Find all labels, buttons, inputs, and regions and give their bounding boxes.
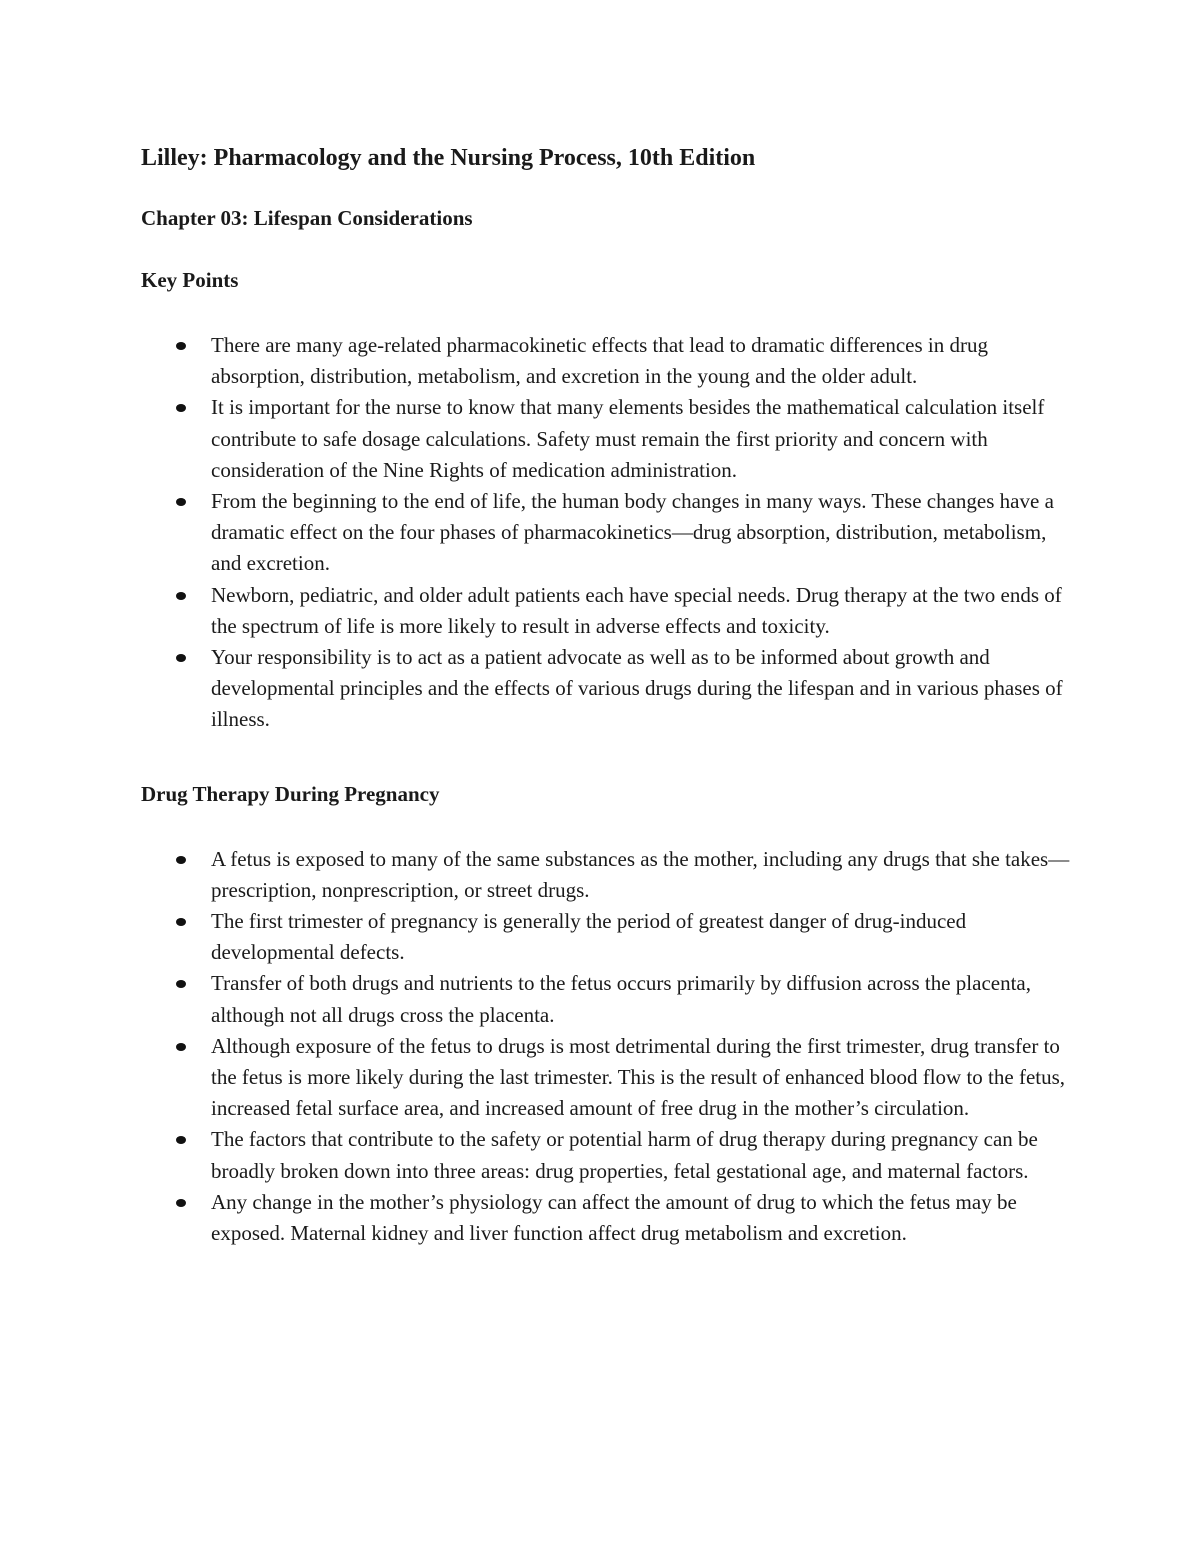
bullet-icon [176, 654, 186, 662]
list-item [141, 844, 1071, 906]
section-heading-pregnancy: Drug Therapy During Pregnancy [141, 781, 440, 806]
bullet-icon [176, 1043, 186, 1051]
bullet-icon [176, 1136, 186, 1144]
list-item [141, 330, 1071, 392]
bullet-icon [176, 342, 186, 350]
list-item-text: Newborn, pediatric, and older adult patients each have special needs. Drug therapy at the two ends of the spectrum of life is more likely to result in adverse effects and toxicity. [211, 582, 1062, 638]
bullet-icon [176, 856, 186, 864]
list-item-text: Although exposure of the fetus to drugs is most detrimental during the first trimester, drug transfer to the fetus is more likely during the last trimester. This is the result of enhanced blood flow to the fetus, increased fetal surface area, and increased amount of free drug in the mother’s circulation. [211, 1033, 1066, 1121]
chapter-title: Chapter 03: Lifespan Considerations [141, 206, 473, 230]
document-content [141, 138, 1071, 1249]
list-item [141, 1187, 1071, 1249]
bullet-icon [176, 592, 186, 600]
list-item-text: Transfer of both drugs and nutrients to the fetus occurs primarily by diffusion across the placenta, although not all drugs cross the placenta. [211, 971, 1031, 1027]
document-title: Lilley: Pharmacology and the Nursing Process, 10th Edition [141, 145, 756, 171]
list-item [141, 968, 1071, 1030]
list-item [141, 580, 1071, 642]
list-item-text: The factors that contribute to the safety or potential harm of drug therapy during pregnancy can be broadly broken down into three areas: drug properties, fetal gestational age, and maternal factors. [211, 1127, 1038, 1183]
list-item [141, 1124, 1071, 1186]
list-item-text: Any change in the mother’s physiology can affect the amount of drug to which the fetus may be exposed. Maternal kidney and liver function affect drug metabolism and excretion. [211, 1189, 1017, 1246]
list-item [141, 1031, 1071, 1125]
list-item [141, 392, 1071, 486]
bullet-icon [176, 498, 186, 506]
key-points-list [141, 330, 1071, 736]
bullet-icon [176, 404, 186, 412]
bullet-icon [176, 1199, 186, 1207]
bullet-icon [176, 918, 186, 926]
bullet-icon [176, 980, 186, 988]
list-item-text: The first trimester of pregnancy is generally the period of greatest danger of drug-induced developmental defects. [211, 909, 967, 965]
list-item-text: Your responsibility is to act as a patient advocate as well as to be informed about growth and developmental principles and the effects of various drugs during the lifespan and in various phases of illness. [211, 645, 1063, 732]
list-item [141, 906, 1071, 968]
list-item-text: There are many age-related pharmacokinetic effects that lead to dramatic differences in drug absorption, distribution, metabolism, and excretion in the young and the older adult. [211, 333, 988, 389]
section-heading-key-points: Key Points [141, 268, 239, 292]
list-item [141, 486, 1071, 580]
list-item-text: From the beginning to the end of life, the human body changes in many ways. These changes have a dramatic effect on the four phases of pharmacokinetics—drug absorption, distribution, metabolism, and excretion. [211, 489, 1054, 576]
pregnancy-list [141, 844, 1071, 1250]
list-item [141, 642, 1071, 736]
list-item-text: A fetus is exposed to many of the same substances as the mother, including any drugs that she takes—prescription, nonprescription, or street drugs. [211, 846, 1070, 902]
list-item-text: It is important for the nurse to know that many elements besides the mathematical calculation itself contribute to safe dosage calculations. Safety must remain the first priority and concern with consideration of the Nine Rights of medication administration. [211, 395, 1045, 482]
